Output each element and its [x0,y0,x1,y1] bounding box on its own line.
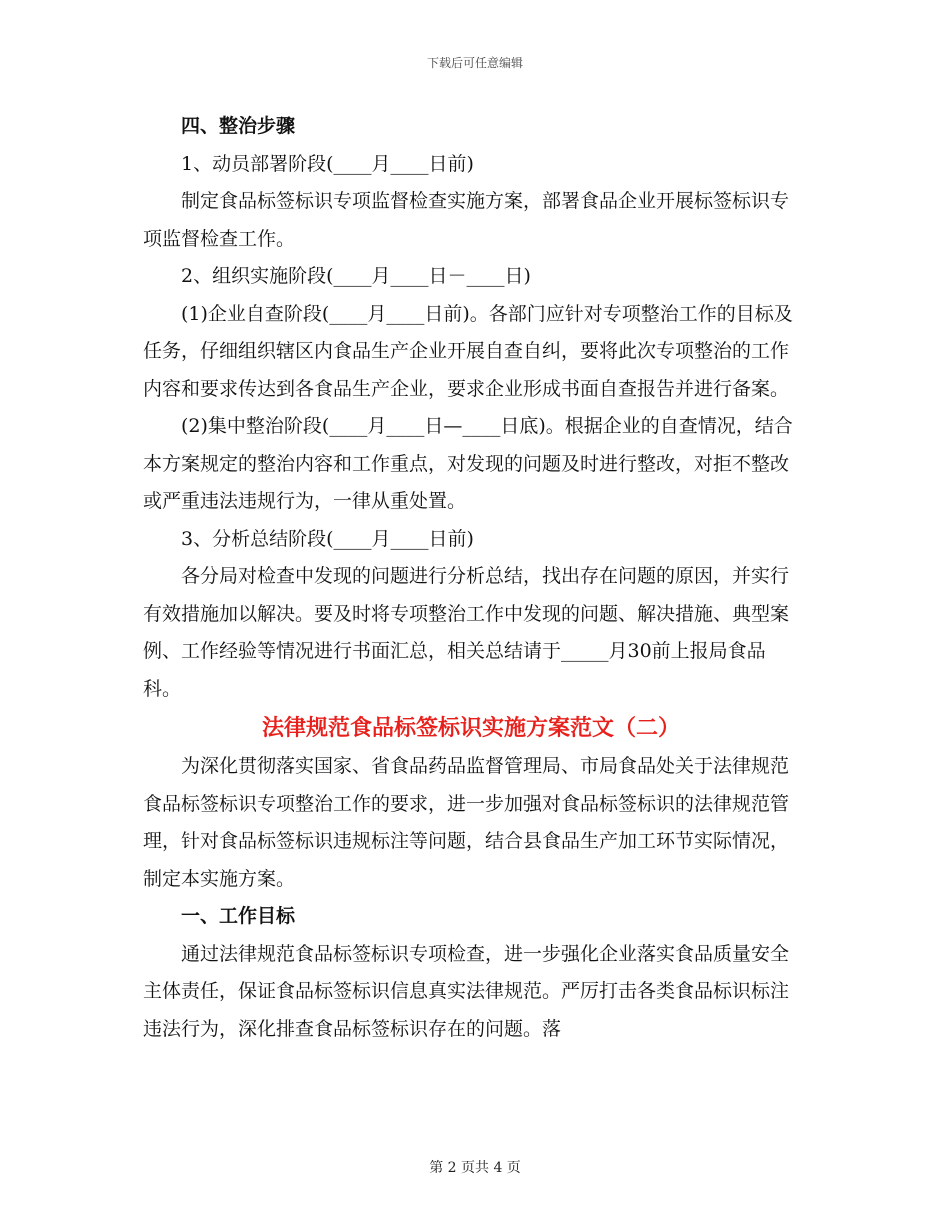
step-2-heading: 2、组织实施阶段(____月____日－____日) [181,265,531,287]
step-1-body: 制定食品标签标识专项监督检查实施方案，部署食品企业开展标签标识专项监督检查工作。 [143,190,790,250]
document-body [143,108,799,1048]
step-3-heading: 3、分析总结阶段(____月____日前) [181,527,474,550]
step-3-body: 各分局对检查中发现的问题进行分析总结，找出存在问题的原因，并实行有效措施加以解决。要及时将专项整治工作中发现的问题、解决措施、典型案例、工作经验等情况进行书面汇总，相关总结请于_____月30前上报局食品科。 [143,565,790,700]
section-heading-goals: 一、工作目标 [181,905,296,927]
step-2-sub-2: (2)集中整治阶段(____月____日—____日底)。根据企业的自查情况，结合本方案规定的整治内容和工作重点，对发现的问题及时进行整改，对拒不整改或严重违法违规行为，一律从重处置。 [143,415,793,512]
step-2-sub-1: (1)企业自查阶段(____月____日前)。各部门应针对专项整治工作的目标及任务，仔细组织辖区内食品生产企业开展自查自纠，要将此次专项整治的工作内容和要求传达到各食品生产企业，要求企业形成书面自查报告并进行备案。 [143,302,793,400]
section-heading-steps: 四、整治步骤 [181,115,296,137]
document-title: 法律规范食品标签标识实施方案范文（二） [261,715,680,741]
page-number: 第 2 页共 4 页 [429,1160,521,1176]
intro-paragraph: 为深化贯彻落实国家、省食品药品监督管理局、市局食品处关于法律规范食品标签标识专项整治工作的要求，进一步加强对食品标签标识的法律规范管理，针对食品标签标识违规标注等问题，结合县食品生产加工环节实际情况，制定本实施方案。 [143,755,790,890]
goals-body: 通过法律规范食品标签标识专项检查，进一步强化企业落实食品质量安全主体责任，保证食品标签标识信息真实法律规范。严厉打击各类食品标识标注违法行为，深化排查食品标签标识存在的问题。落 [143,942,790,1040]
page-header: 下载后可任意编辑 [426,56,523,70]
step-1-heading: 1、动员部署阶段(____月____日前) [181,152,474,175]
